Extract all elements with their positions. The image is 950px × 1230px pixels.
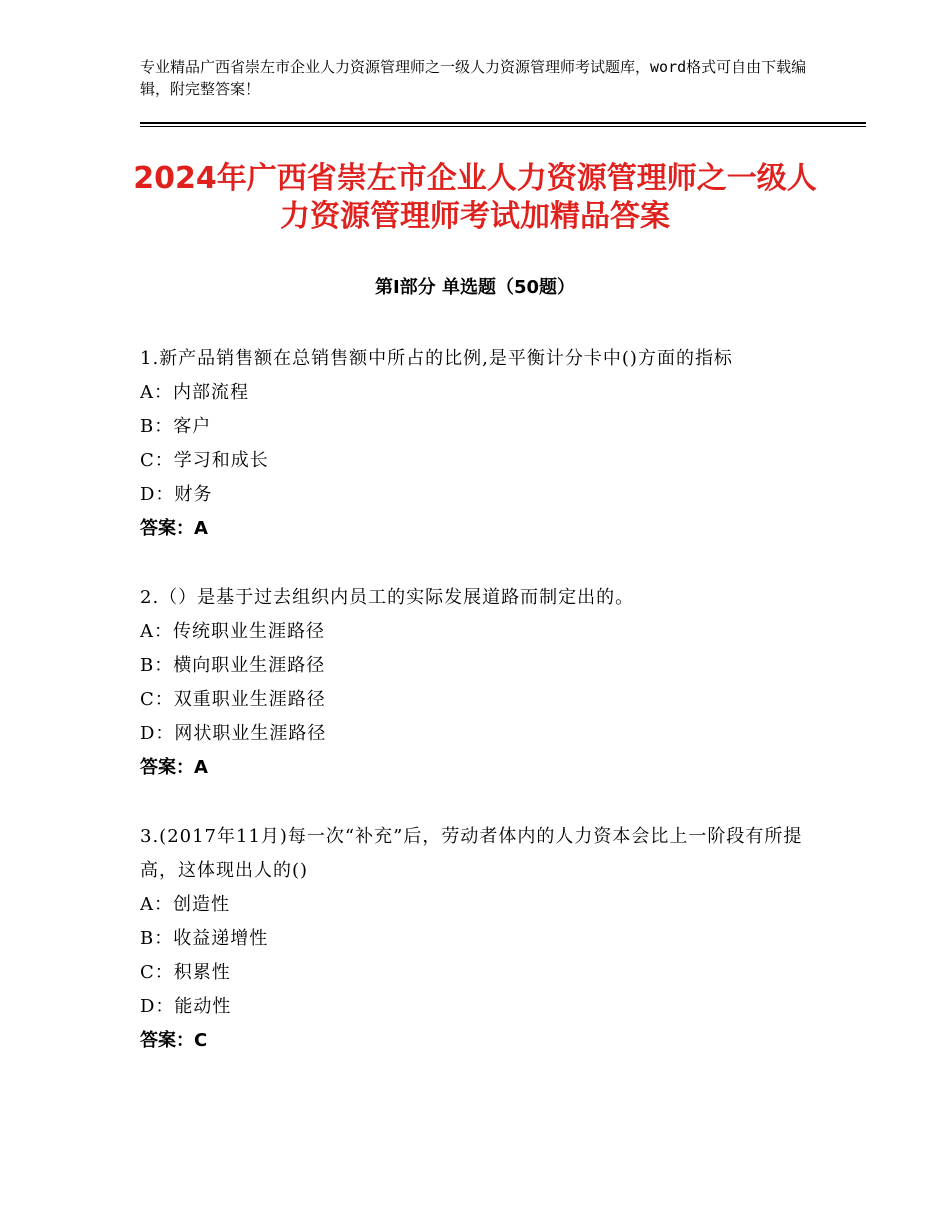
question-item [140, 342, 810, 546]
header-divider-thin [140, 126, 866, 127]
question-item [140, 581, 810, 785]
question-option-a: A：内部流程 [140, 382, 249, 403]
question-option-c: C：积累性 [140, 962, 231, 983]
question-answer: 答案：C [140, 1030, 208, 1051]
question-option-a: A：传统职业生涯路径 [140, 621, 325, 642]
question-option-d: D：财务 [140, 484, 213, 505]
question-answer: 答案：A [140, 757, 208, 778]
question-stem: 3.(2017年11月)每一次“补充”后，劳动者体内的人力资本会比上一阶段有所提高，这体现出人的() [140, 826, 803, 881]
document-title: 2024年广西省崇左市企业人力资源管理师之一级人力资源管理师考试加精品答案 [133, 161, 817, 234]
question-option-c: C：学习和成长 [140, 450, 269, 471]
question-stem: 1.新产品销售额在总销售额中所占的比例,是平衡计分卡中()方面的指标 [140, 348, 733, 369]
question-item [140, 820, 810, 1058]
question-option-b: B：收益递增性 [140, 928, 269, 949]
header-note: 专业精品广西省崇左市企业人力资源管理师之一级人力资源管理师考试题库，word格式可自由下载编辑，附完整答案！ [140, 58, 807, 98]
question-option-c: C：双重职业生涯路径 [140, 689, 326, 710]
question-option-d: D：能动性 [140, 996, 232, 1017]
question-option-d: D：网状职业生涯路径 [140, 723, 327, 744]
question-option-b: B：横向职业生涯路径 [140, 655, 326, 676]
section-heading: 第Ⅰ部分 单选题（50题） [374, 277, 575, 298]
question-answer: 答案：A [140, 518, 208, 539]
header-divider-thick [140, 122, 866, 124]
question-stem: 2.（）是基于过去组织内员工的实际发展道路而制定出的。 [140, 587, 635, 608]
question-list [140, 342, 810, 1093]
question-option-a: A：创造性 [140, 894, 230, 915]
question-option-b: B：客户 [140, 416, 212, 437]
